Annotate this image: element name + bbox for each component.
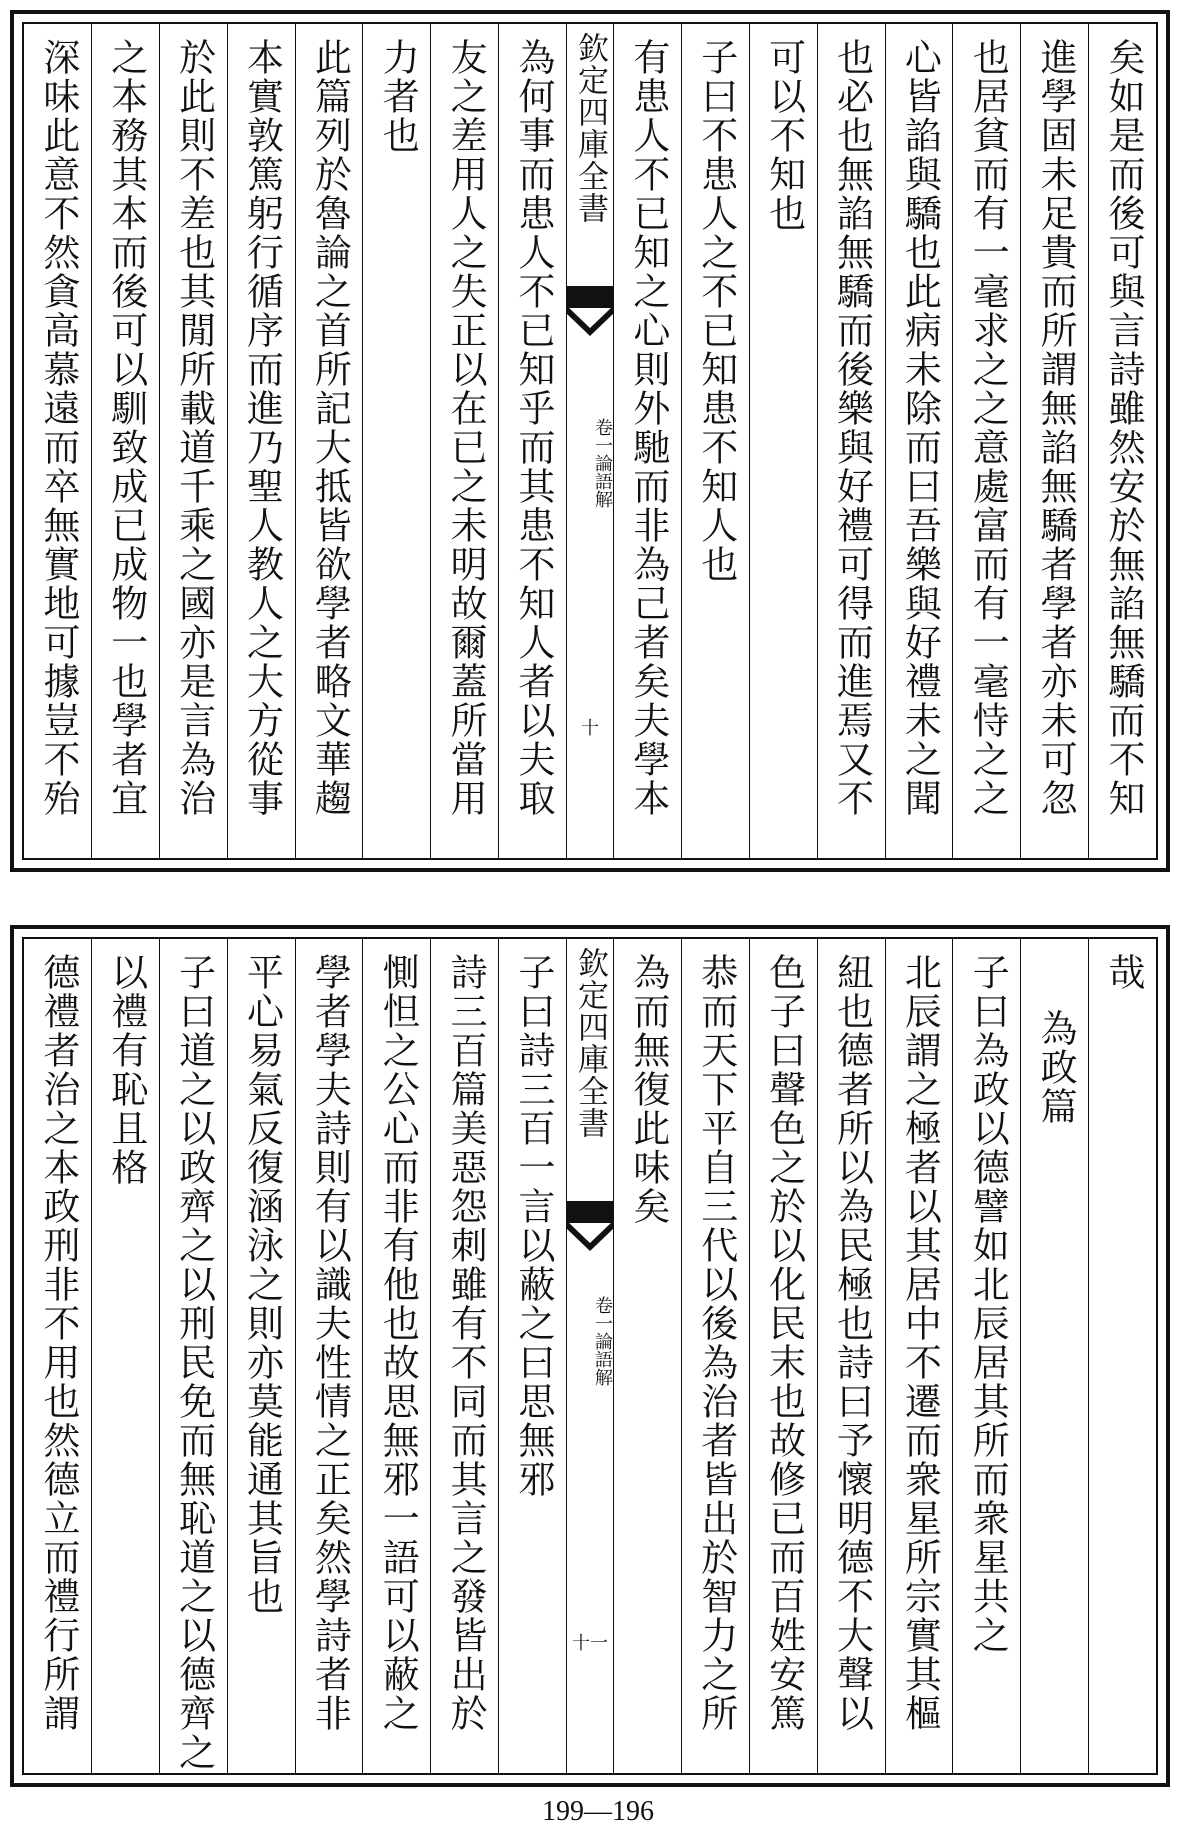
top-page bbox=[10, 10, 1170, 872]
text-column bbox=[24, 939, 91, 1773]
text-column bbox=[498, 24, 566, 858]
column-text: 恭而天下平自三代以後為治者皆出於智力之所 bbox=[694, 953, 738, 1733]
text-column bbox=[362, 24, 430, 858]
chapter-heading: 為政篇 bbox=[1034, 1009, 1078, 1126]
column-text: 紐也德者所以為民極也詩曰予懷明德不大聲以 bbox=[830, 953, 874, 1733]
column-text: 詩三百篇美惡怨刺雖有不同而其言之發皆出於 bbox=[444, 953, 488, 1733]
column-text: 本實敦篤躬行循序而進乃聖人教人之大方從事 bbox=[240, 38, 284, 818]
text-column bbox=[1088, 939, 1156, 1773]
text-column bbox=[885, 24, 953, 858]
text-column bbox=[817, 24, 885, 858]
column-text: 此篇列於魯論之首所記大抵皆欲學者略文華趨 bbox=[308, 38, 352, 818]
column-text: 子曰詩三百一言以蔽之曰思無邪 bbox=[512, 953, 555, 1499]
text-column bbox=[1020, 939, 1088, 1773]
text-column bbox=[159, 24, 227, 858]
column-text: 學者學夫詩則有以識夫性情之正矣然學詩者非 bbox=[308, 953, 352, 1733]
column-text: 也居貧而有一毫求之之意處富而有一毫恃之之 bbox=[966, 38, 1010, 818]
book-series-title: 欽定四庫全書 bbox=[572, 947, 608, 1139]
column-text: 以禮有恥且格 bbox=[104, 953, 148, 1187]
text-column bbox=[227, 939, 295, 1773]
text-column bbox=[952, 939, 1020, 1773]
fishtail-mark-icon bbox=[567, 1201, 613, 1245]
center-fold-column bbox=[566, 24, 613, 858]
column-text: 色子曰聲色之於以化民末也故修已而百姓安篤 bbox=[762, 953, 806, 1733]
column-text: 進學固未足貴而所謂無諂無驕者學者亦未可忽 bbox=[1034, 38, 1078, 818]
center-fold-column bbox=[566, 939, 613, 1773]
column-text: 有患人不已知之心則外馳而非為己者矣夫學本 bbox=[626, 38, 670, 818]
column-text: 為而無復此味矣 bbox=[626, 953, 670, 1226]
book-series-title: 欽定四庫全書 bbox=[572, 32, 608, 224]
column-text: 友之差用人之失正以在已之未明故爾蓋所當用 bbox=[444, 38, 488, 818]
column-text: 德禮者治之本政刑非不用也然德立而禮行所謂 bbox=[36, 953, 80, 1733]
top-page-frame bbox=[22, 22, 1158, 860]
column-text: 矣如是而後可與言詩雖然安於無諂無驕而不知 bbox=[1102, 38, 1145, 818]
text-column bbox=[498, 939, 566, 1773]
text-column bbox=[885, 939, 953, 1773]
column-text: 心皆諂與驕也此病未除而曰吾樂與好禮未之聞 bbox=[898, 38, 942, 818]
text-column bbox=[681, 24, 749, 858]
text-column bbox=[749, 24, 817, 858]
text-column bbox=[159, 939, 227, 1773]
column-text: 子曰道之以政齊之以刑民免而無恥道之以德齊之 bbox=[172, 953, 216, 1772]
text-column bbox=[1088, 24, 1156, 858]
bottom-page bbox=[10, 925, 1170, 1787]
column-text: 北辰謂之極者以其居中不遷而衆星所宗實其樞 bbox=[898, 953, 942, 1733]
column-text: 平心易氣反復涵泳之則亦莫能通其旨也 bbox=[240, 953, 284, 1616]
column-text: 惻怛之公心而非有他也故思無邪一語可以蔽之 bbox=[376, 953, 420, 1733]
text-column bbox=[952, 24, 1020, 858]
text-column bbox=[613, 939, 681, 1773]
book-name: 論語解 bbox=[592, 454, 613, 508]
fishtail-mark-icon bbox=[567, 286, 613, 330]
column-text: 力者也 bbox=[376, 38, 420, 155]
text-column bbox=[295, 24, 363, 858]
page-footer-number: 199—196 bbox=[542, 1796, 654, 1827]
text-column bbox=[1020, 24, 1088, 858]
column-text: 為何事而患人不已知乎而其患不知人者以夫取 bbox=[512, 38, 555, 818]
text-column bbox=[817, 939, 885, 1773]
text-column bbox=[24, 24, 91, 858]
text-column bbox=[681, 939, 749, 1773]
column-text: 深味此意不然貪高慕遠而卒無實地可據豈不殆 bbox=[36, 38, 80, 818]
column-text: 於此則不差也其閒所載道千乘之國亦是言為治 bbox=[172, 38, 216, 818]
volume-label: 卷一 bbox=[592, 1296, 613, 1332]
column-text: 子曰為政以德譬如北辰居其所而衆星共之 bbox=[966, 953, 1010, 1655]
column-text: 子曰不患人之不已知患不知人也 bbox=[694, 38, 738, 584]
text-column bbox=[91, 939, 159, 1773]
text-column bbox=[613, 24, 681, 858]
column-text: 可以不知也 bbox=[762, 38, 806, 233]
text-column bbox=[362, 939, 430, 1773]
text-column bbox=[430, 24, 498, 858]
text-column bbox=[430, 939, 498, 1773]
text-column bbox=[91, 24, 159, 858]
column-text: 之本務其本而後可以馴致成已成物一也學者宜 bbox=[104, 38, 148, 818]
volume-label: 卷一 bbox=[592, 418, 613, 454]
text-column bbox=[749, 939, 817, 1773]
page-number: 十 bbox=[581, 718, 599, 739]
column-text: 哉 bbox=[1102, 953, 1145, 992]
book-name: 論語解 bbox=[592, 1332, 613, 1386]
text-column bbox=[227, 24, 295, 858]
column-text: 也必也無諂無驕而後樂與好禮可得而進焉又不 bbox=[830, 38, 874, 818]
page-number: 十一 bbox=[572, 1633, 608, 1654]
bottom-page-frame bbox=[22, 937, 1158, 1775]
text-column bbox=[295, 939, 363, 1773]
